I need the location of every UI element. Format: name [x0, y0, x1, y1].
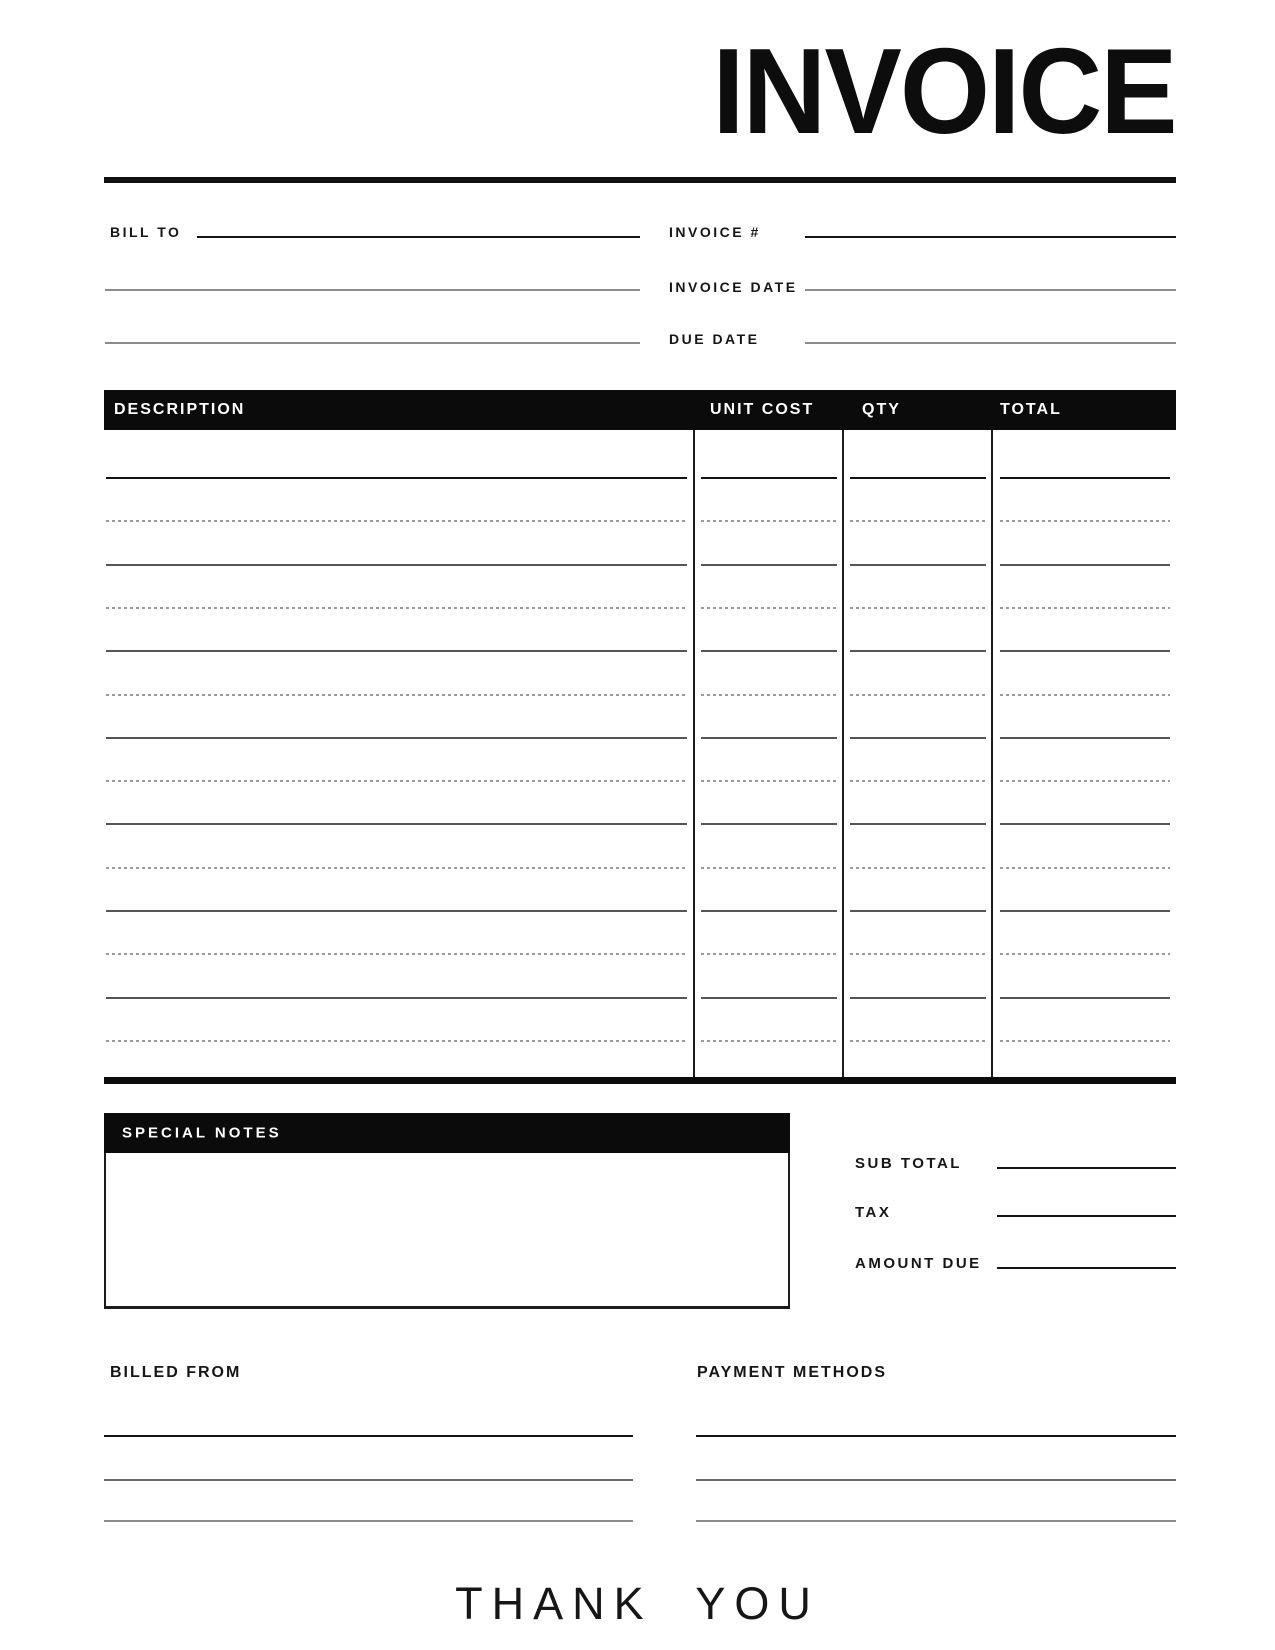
billed-from-label: BILLED FROM — [110, 1364, 242, 1381]
bill-to-line-2[interactable] — [105, 289, 640, 291]
item-row-line[interactable] — [701, 607, 837, 609]
item-row-line[interactable] — [106, 477, 687, 479]
item-row-line[interactable] — [701, 953, 837, 955]
billed-from-line-2[interactable] — [104, 1479, 633, 1481]
item-row-line[interactable] — [106, 1040, 687, 1042]
invoice-number-label: INVOICE # — [669, 224, 761, 240]
item-row-line[interactable] — [850, 520, 986, 522]
item-row-line[interactable] — [701, 477, 837, 479]
item-row-line[interactable] — [850, 780, 986, 782]
thank-you-text: THANK YOU — [455, 1578, 820, 1629]
item-row-line[interactable] — [106, 910, 687, 912]
item-row-line[interactable] — [106, 867, 687, 869]
item-row-line[interactable] — [1000, 997, 1170, 999]
item-row-line[interactable] — [850, 953, 986, 955]
due-date-label: DUE DATE — [669, 331, 760, 347]
item-row-line[interactable] — [701, 520, 837, 522]
item-row-line[interactable] — [701, 650, 837, 652]
bill-to-label: BILL TO — [110, 224, 182, 240]
invoice-date-line[interactable] — [805, 289, 1176, 291]
bill-to-line-1[interactable] — [197, 236, 640, 238]
column-header-unit-cost: UNIT COST — [710, 401, 815, 418]
item-row-line[interactable] — [701, 867, 837, 869]
payment-methods-label: PAYMENT METHODS — [697, 1364, 888, 1381]
bill-to-line-3[interactable] — [105, 342, 640, 344]
column-header-qty: QTY — [862, 401, 901, 418]
invoice-number-line[interactable] — [805, 236, 1176, 238]
column-header-total: TOTAL — [1000, 401, 1062, 418]
page-title: INVOICE — [712, 23, 1176, 159]
item-row-line[interactable] — [106, 997, 687, 999]
item-row-line[interactable] — [701, 823, 837, 825]
item-row-line[interactable] — [1000, 520, 1170, 522]
item-row-line[interactable] — [106, 953, 687, 955]
column-header-description: DESCRIPTION — [114, 401, 246, 418]
header-rule — [104, 177, 1176, 183]
item-row-line[interactable] — [850, 477, 986, 479]
item-row-line[interactable] — [1000, 477, 1170, 479]
sub-total-line[interactable] — [997, 1167, 1176, 1169]
item-row-line[interactable] — [850, 867, 986, 869]
item-row-line[interactable] — [701, 910, 837, 912]
sub-total-label: SUB TOTAL — [855, 1155, 962, 1172]
item-row-line[interactable] — [106, 780, 687, 782]
item-row-line[interactable] — [701, 997, 837, 999]
item-row-line[interactable] — [850, 910, 986, 912]
payment-methods-line-3[interactable] — [696, 1520, 1176, 1522]
items-table-header — [104, 390, 1176, 430]
item-row-line[interactable] — [106, 823, 687, 825]
invoice-date-label: INVOICE DATE — [669, 279, 798, 295]
item-row-line[interactable] — [701, 564, 837, 566]
item-row-line[interactable] — [106, 520, 687, 522]
billed-from-line-3[interactable] — [104, 1520, 633, 1522]
special-notes-label: SPECIAL NOTES — [122, 1124, 282, 1142]
item-row-line[interactable] — [106, 650, 687, 652]
item-row-line[interactable] — [1000, 1040, 1170, 1042]
items-table-body — [104, 430, 1176, 1078]
item-row-line[interactable] — [1000, 650, 1170, 652]
item-row-line[interactable] — [1000, 780, 1170, 782]
item-row-line[interactable] — [701, 737, 837, 739]
item-row-line[interactable] — [1000, 823, 1170, 825]
item-row-line[interactable] — [106, 694, 687, 696]
item-row-line[interactable] — [850, 694, 986, 696]
item-row-line[interactable] — [850, 1040, 986, 1042]
tax-label: TAX — [855, 1204, 892, 1221]
item-row-line[interactable] — [850, 607, 986, 609]
special-notes-header — [104, 1113, 790, 1153]
amount-due-label: AMOUNT DUE — [855, 1255, 982, 1272]
tax-line[interactable] — [997, 1215, 1176, 1217]
item-row-line[interactable] — [850, 737, 986, 739]
column-divider — [991, 430, 993, 1078]
item-row-line[interactable] — [850, 997, 986, 999]
item-row-line[interactable] — [701, 780, 837, 782]
special-notes-box[interactable] — [104, 1153, 790, 1309]
amount-due-line[interactable] — [997, 1267, 1176, 1269]
items-table-bottom-rule — [104, 1077, 1176, 1084]
item-row-line[interactable] — [1000, 607, 1170, 609]
column-divider — [693, 430, 695, 1078]
item-row-line[interactable] — [850, 650, 986, 652]
item-row-line[interactable] — [106, 607, 687, 609]
billed-from-line-1[interactable] — [104, 1435, 633, 1437]
payment-methods-line-1[interactable] — [696, 1435, 1176, 1437]
item-row-line[interactable] — [1000, 910, 1170, 912]
item-row-line[interactable] — [1000, 737, 1170, 739]
item-row-line[interactable] — [850, 564, 986, 566]
item-row-line[interactable] — [1000, 867, 1170, 869]
item-row-line[interactable] — [1000, 953, 1170, 955]
item-row-line[interactable] — [701, 1040, 837, 1042]
item-row-line[interactable] — [850, 823, 986, 825]
payment-methods-line-2[interactable] — [696, 1479, 1176, 1481]
column-divider — [842, 430, 844, 1078]
item-row-line[interactable] — [106, 737, 687, 739]
item-row-line[interactable] — [1000, 564, 1170, 566]
due-date-line[interactable] — [805, 342, 1176, 344]
item-row-line[interactable] — [701, 694, 837, 696]
item-row-line[interactable] — [1000, 694, 1170, 696]
item-row-line[interactable] — [106, 564, 687, 566]
